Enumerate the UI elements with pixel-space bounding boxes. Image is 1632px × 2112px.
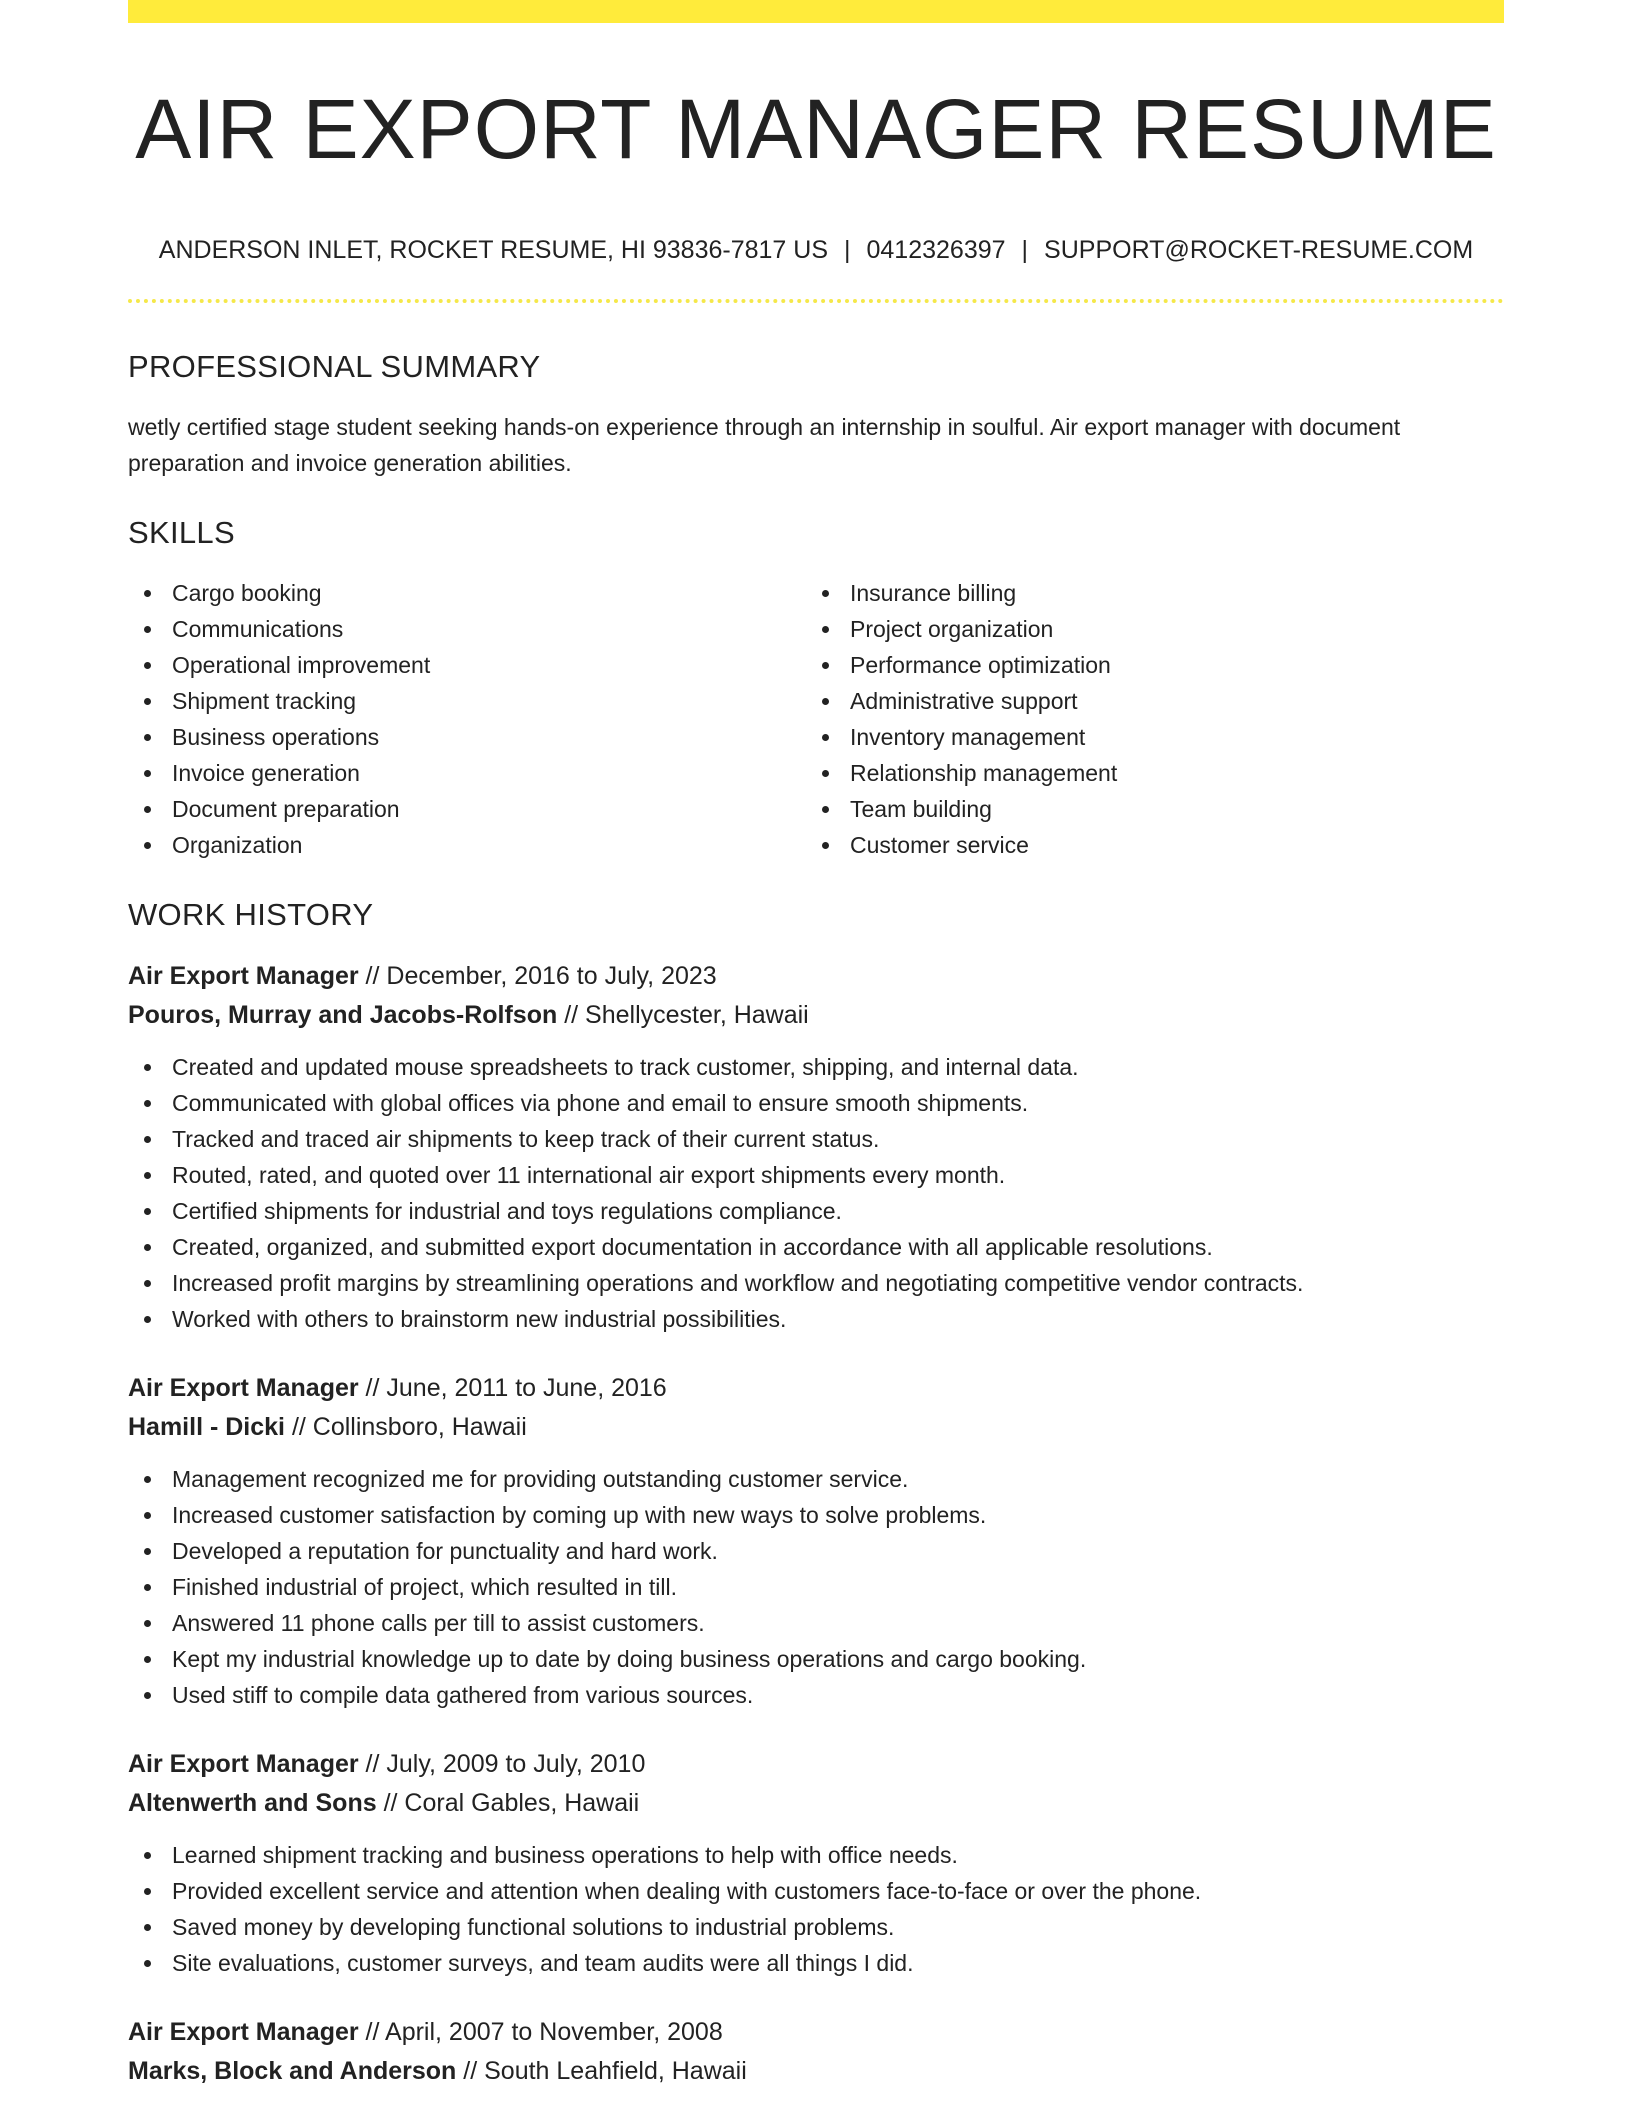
job-company: Pouros, Murray and Jacobs-Rolfson [128, 1001, 558, 1030]
skill-item: Operational improvement [128, 647, 806, 683]
job-bullet: Communicated with global offices via phone and email to ensure smooth shipments. [128, 1085, 1504, 1121]
accent-top-bar [128, 0, 1504, 23]
job-dates: // June, 2011 to June, 2016 [358, 1374, 667, 1403]
skill-item: Business operations [128, 719, 806, 755]
job-bullet: Worked with others to brainstorm new industrial possibilities. [128, 1301, 1504, 1337]
contact-phone: 0412326397 [866, 236, 1006, 265]
job-bullet: Increased customer satisfaction by coming up with new ways to solve problems. [128, 1497, 1504, 1533]
job-title: Air Export Manager [128, 1750, 359, 1779]
job-company: Altenwerth and Sons [128, 1789, 377, 1818]
job-company: Hamill - Dicki [128, 1413, 285, 1442]
skill-item: Cargo booking [128, 575, 806, 611]
job-bullet: Finished industrial of project, which resulted in till. [128, 1569, 1504, 1605]
job-location: // South Leahfield, Hawaii [456, 2057, 747, 2086]
job-bullet: Management recognized me for providing outstanding customer service. [128, 1461, 1504, 1497]
job-location: // Collinsboro, Hawaii [285, 1413, 527, 1442]
summary-text: wetly certified stage student seeking hands-on experience through an internship in soulful. Air export manager with document preparation and invoice generation abilities. [128, 414, 1401, 477]
job-bullet: Routed, rated, and quoted over 11 international air export shipments every month. [128, 1157, 1504, 1193]
job-title: Air Export Manager [128, 962, 359, 991]
job-bullet: Site evaluations, customer surveys, and team audits were all things I did. [128, 1945, 1504, 1981]
dotted-divider [128, 299, 1504, 303]
skill-item: Invoice generation [128, 755, 806, 791]
skills-left-column [128, 575, 806, 863]
skill-item: Inventory management [806, 719, 1484, 755]
job-bullet: Answered 11 phone calls per till to assist customers. [128, 1605, 1504, 1641]
job-bullet: Kept my industrial knowledge up to date by doing business operations and cargo booking. [128, 1641, 1504, 1677]
skill-item: Organization [128, 827, 806, 863]
skill-item: Insurance billing [806, 575, 1484, 611]
summary-heading: PROFESSIONAL SUMMARY [128, 349, 541, 385]
job-title-line [128, 1745, 1504, 1784]
job-company: Marks, Block and Anderson [128, 2057, 457, 2086]
job-title-line [128, 1369, 1504, 1408]
job-company-line [128, 996, 1504, 1035]
job-bullet: Certified shipments for industrial and toys regulations compliance. [128, 1193, 1504, 1229]
skill-item: Administrative support [806, 683, 1484, 719]
job-bullet: Tracked and traced air shipments to keep track of their current status. [128, 1121, 1504, 1157]
job-dates: // April, 2007 to November, 2008 [358, 2018, 723, 2047]
skill-item: Performance optimization [806, 647, 1484, 683]
job-bullet: Provided excellent service and attention when dealing with customers face-to-face or over the phone. [128, 1873, 1504, 1909]
job-title-line [128, 2013, 1504, 2052]
job-bullet: Created and updated mouse spreadsheets to track customer, shipping, and internal data. [128, 1049, 1504, 1085]
contact-line [128, 235, 1504, 265]
job-title: Air Export Manager [128, 1374, 359, 1403]
job-entry [128, 1369, 1504, 1713]
contact-separator: | [844, 236, 851, 265]
job-title-line [128, 957, 1504, 996]
job-location: // Coral Gables, Hawaii [376, 1789, 640, 1818]
skill-item: Customer service [806, 827, 1484, 863]
job-bullet: Learned shipment tracking and business operations to help with office needs. [128, 1837, 1504, 1873]
job-bullet: Created, organized, and submitted export documentation in accordance with all applicable resolutions. [128, 1229, 1504, 1265]
resume-page [128, 0, 1504, 2091]
skill-item: Communications [128, 611, 806, 647]
job-dates: // December, 2016 to July, 2023 [358, 962, 717, 991]
job-dates: // July, 2009 to July, 2010 [358, 1750, 646, 1779]
contact-address: ANDERSON INLET, ROCKET RESUME, HI 93836-7817 US [158, 236, 828, 265]
job-entry [128, 957, 1504, 1337]
skills-columns [128, 575, 1504, 863]
contact-email: SUPPORT@ROCKET-RESUME.COM [1044, 236, 1474, 265]
skill-item: Shipment tracking [128, 683, 806, 719]
job-bullet: Saved money by developing functional solutions to industrial problems. [128, 1909, 1504, 1945]
skills-heading: SKILLS [128, 515, 235, 551]
job-bullets [128, 1461, 1504, 1713]
job-bullets [128, 1049, 1504, 1337]
skill-item: Team building [806, 791, 1484, 827]
skill-item: Document preparation [128, 791, 806, 827]
work-history-heading: WORK HISTORY [128, 897, 374, 933]
skills-right-column [806, 575, 1484, 863]
resume-title: AIR EXPORT MANAGER RESUME [135, 82, 1497, 176]
job-company-line [128, 1408, 1504, 1447]
job-bullet: Increased profit margins by streamlining operations and workflow and negotiating competitive vendor contracts. [128, 1265, 1504, 1301]
skill-item: Relationship management [806, 755, 1484, 791]
job-location: // Shellycester, Hawaii [557, 1001, 809, 1030]
job-bullet: Developed a reputation for punctuality and hard work. [128, 1533, 1504, 1569]
job-entry [128, 1745, 1504, 1981]
job-bullets [128, 1837, 1504, 1981]
job-bullet: Used stiff to compile data gathered from various sources. [128, 1677, 1504, 1713]
job-company-line [128, 2052, 1504, 2091]
contact-separator: | [1021, 236, 1029, 265]
job-company-line [128, 1784, 1504, 1823]
job-title: Air Export Manager [128, 2018, 359, 2047]
skill-item: Project organization [806, 611, 1484, 647]
job-entry [128, 2013, 1504, 2091]
